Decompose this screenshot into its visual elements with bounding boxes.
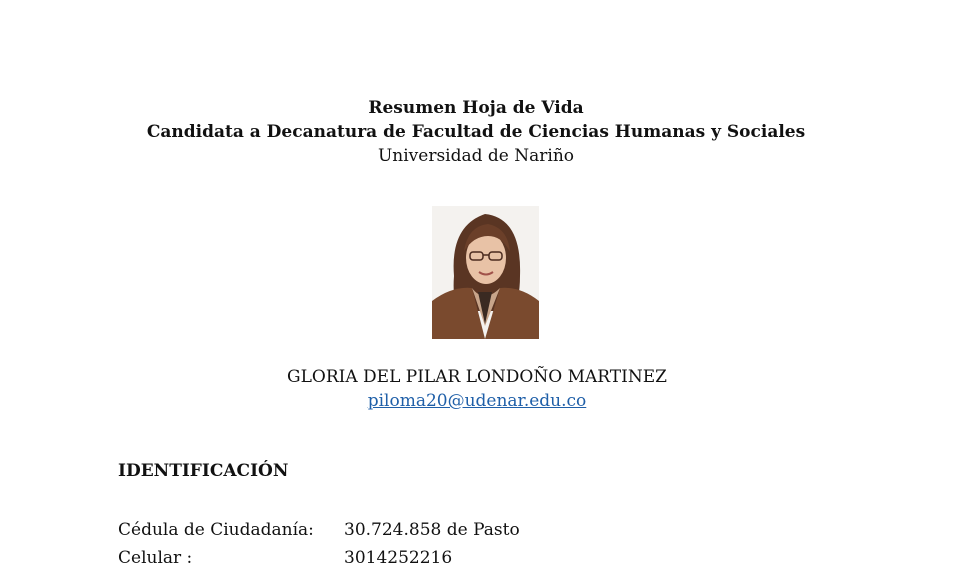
document-header	[0, 96, 952, 168]
person-name: GLORIA DEL PILAR LONDOÑO MARTINEZ	[287, 367, 667, 387]
email-link[interactable]: piloma20@udenar.edu.co	[367, 391, 587, 411]
portrait-photo	[432, 206, 539, 339]
phone-value: 3014252216	[344, 548, 453, 568]
id-value: 30.724.858 de Pasto	[344, 520, 520, 540]
portrait-image	[432, 206, 539, 339]
document-subtitle: Candidata a Decanatura de Facultad de Ciencias Humanas y Sociales	[146, 122, 806, 142]
institution-name: Universidad de Nariño	[377, 146, 575, 166]
phone-label: Celular :	[118, 548, 193, 568]
id-label: Cédula de Ciudadanía:	[118, 520, 314, 540]
document-title: Resumen Hoja de Vida	[368, 98, 584, 118]
section-title-identification: IDENTIFICACIÓN	[118, 461, 289, 481]
id-row	[118, 519, 520, 541]
person-block	[0, 365, 954, 413]
phone-row	[118, 547, 452, 569]
